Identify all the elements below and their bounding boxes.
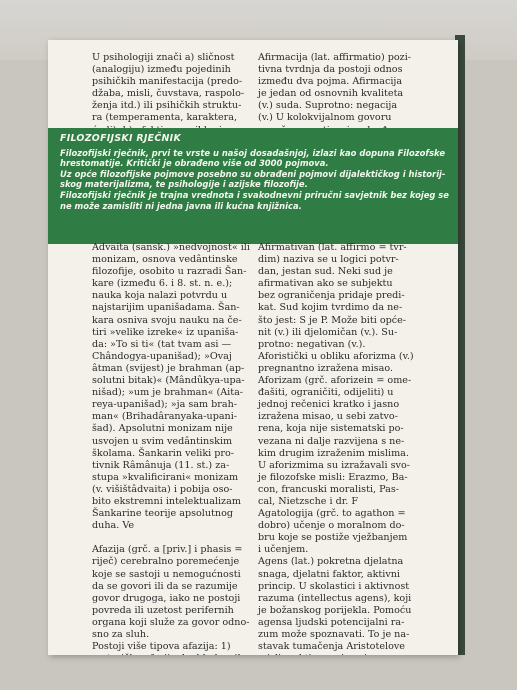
text-line: da se govori ili da se razumije bbox=[92, 580, 238, 592]
text-line: Agatologija (grč. to agathon = bbox=[258, 508, 406, 520]
text-line: snaga, djelatni faktor, aktivni bbox=[258, 568, 400, 580]
text-line: koje se sastoji u nemogućnosti bbox=[92, 568, 241, 580]
bottom-left-column bbox=[92, 242, 260, 655]
text-line: organa koji služe za govor odno- bbox=[92, 616, 250, 628]
text-line: je božanskog porijekla. Pomoću bbox=[258, 604, 412, 616]
band-line: Filozofijski rječnik je trajna vrednota i svakodnevni priručni savjetnik bez kojeg se bbox=[60, 189, 449, 200]
text-line: protno: negativan (v.). bbox=[258, 338, 366, 350]
text-line: nit (v.) ili djelomičan (v.). Su- bbox=[258, 326, 398, 338]
bottom-right-column bbox=[258, 242, 428, 655]
text-line: dobro) učenje o moralnom do- bbox=[258, 520, 405, 532]
text-line: ženja itd.) ili psihičkih struktu- bbox=[92, 100, 242, 112]
text-line: je filozofske misli: Erazmo, Ba- bbox=[258, 471, 408, 483]
text-line: govor drugoga, iako ne postoji bbox=[92, 592, 241, 604]
book-back-cover bbox=[48, 40, 458, 655]
top-right-column bbox=[258, 52, 428, 132]
text-line: i učenjem. bbox=[258, 544, 309, 556]
text-line: sno za sluh. bbox=[92, 629, 150, 640]
text-line: agensa ljudski potencijalni ra- bbox=[258, 616, 405, 628]
text-line: Aforizam (grč. aforizein = ome- bbox=[258, 375, 412, 387]
text-line: bru koje se postiže vježbanjem bbox=[258, 532, 408, 544]
band-line: Uz opće filozofijske pojmove posebno su obrađeni pojmovi dijalektičkog i historij- bbox=[60, 168, 446, 179]
text-line: tivna tvrdnja da postoji odnos bbox=[258, 64, 403, 76]
text-line: con, francuski moralisti, Pas- bbox=[258, 483, 400, 495]
text-line: džaba, misli, čuvstava, raspolo- bbox=[92, 88, 245, 100]
text-line: usvojen u svim vedântinskim bbox=[92, 435, 233, 447]
bottom-text-area bbox=[48, 242, 458, 655]
text-line: nauka koja nalazi potvrdu u bbox=[92, 290, 228, 302]
text-line: školama. Šankarin veliki pro- bbox=[92, 447, 235, 459]
band-line: hrestomatije. Kritički je obrađeno više od 3000 pojmova. bbox=[60, 158, 329, 169]
text-line: princip. U skolastici i aktivnost bbox=[258, 580, 410, 592]
text-line: monizam, osnova vedântinske bbox=[92, 254, 238, 266]
text-line: (v.) suda. Suprotno: negacija bbox=[258, 100, 398, 112]
text-line: U aforizmima su izražavali svo- bbox=[258, 459, 410, 471]
text-line: vezana ni dalje razvijena s ne- bbox=[258, 435, 405, 447]
text-line bbox=[92, 653, 260, 655]
text-line: riječ) cerebralno poremećenje bbox=[92, 556, 240, 568]
text-line: Chândogya-upanišad); »Ovaj bbox=[92, 350, 232, 362]
text-line: najstarijim upanišadama. Šan- bbox=[92, 302, 240, 314]
text-line: rena, koja nije sistematski po- bbox=[258, 423, 404, 435]
text-line: je jedan od osnovnih kvaliteta bbox=[258, 88, 404, 100]
band-title: FILOZOFIJSKI RJEČNIK bbox=[60, 133, 182, 144]
text-line: Afirmacija (lat. affirmatio) pozi- bbox=[258, 52, 412, 63]
text-line: ra (temperamenta, karaktera, bbox=[92, 112, 238, 124]
text-line: kat. Sud kojim tvrdimo da ne- bbox=[258, 302, 403, 314]
green-title-band bbox=[48, 128, 458, 244]
text-line bbox=[92, 532, 260, 544]
text-line: što jest: S je P. Može biti opće- bbox=[258, 314, 407, 326]
text-line: povreda ili uzetost perifernih bbox=[92, 604, 234, 616]
text-line: Šankarine teorije apsolutnog bbox=[92, 508, 233, 520]
text-line: Agens (lat.) pokretna djelatna bbox=[258, 556, 404, 568]
text-line: (analogiju) između pojedinih bbox=[92, 64, 231, 76]
text-line: psihičkih manifestacija (predo- bbox=[92, 76, 243, 88]
text-line: razuma (intellectus agens), koji bbox=[258, 592, 412, 604]
band-line: Filozofijski rječnik, prvi te vrste u našoj dosadašnjoj, izlazi kao dopuna Filozofske bbox=[60, 147, 446, 158]
text-line: stupa »kvalificirani« monizam bbox=[92, 471, 239, 483]
text-line: solutni bitak)« (Mândûkya-upa- bbox=[92, 375, 245, 387]
text-line: (v. višištâdvaita) i pobija oso- bbox=[92, 483, 233, 495]
text-line: kare (između 6. i 8. st. n. e.); bbox=[92, 278, 233, 290]
text-line: reya-upanišad); »ja sam brah- bbox=[92, 399, 238, 411]
band-description bbox=[60, 148, 458, 212]
text-line: duha. Ve bbox=[92, 520, 135, 532]
top-text-area bbox=[48, 52, 458, 132]
text-line: stavak tumačenja Aristotelove bbox=[258, 641, 405, 653]
text-line: bito ekstremni intelektualizam bbox=[92, 495, 241, 507]
band-line: ne može zamisliti ni jedna javna ili kućna knjižnica. bbox=[60, 200, 302, 211]
text-line: Aforistički u obliku aforizma (v.) bbox=[258, 350, 414, 362]
text-line: zum može spoznavati. To je na- bbox=[258, 629, 410, 640]
text-line: jednoj rečenici kratko i jasno bbox=[258, 399, 400, 411]
text-line: Afazija (grč. a [priv.] i phasis = bbox=[92, 544, 243, 556]
text-line: izražena misao, u sebi zatvo- bbox=[258, 411, 398, 423]
text-line: nišad); »um je brahman« (Aita- bbox=[92, 387, 244, 399]
text-line: dim) naziva se u logici potvr- bbox=[258, 254, 399, 266]
text-line: filozofije, osobito u razradi Šan- bbox=[92, 266, 247, 278]
text-line: kara osniva svoju nauku na če- bbox=[92, 314, 242, 326]
text-line: bez ograničenja pridaje predi- bbox=[258, 290, 405, 302]
text-line: Afirmativan (lat. affirmo = tvr- bbox=[258, 242, 407, 253]
top-left-column bbox=[92, 52, 260, 132]
text-line: U psihologiji znači a) sličnost bbox=[92, 52, 235, 63]
text-line: dan, jestan sud. Neki sud je bbox=[258, 266, 393, 278]
text-line: man« (Brihadâranyaka-upani- bbox=[92, 411, 238, 423]
text-line: (v.) U kolokvijalnom govoru bbox=[258, 112, 392, 124]
text-line bbox=[258, 653, 428, 655]
text-line: tiri »velike izreke« iz upaniša- bbox=[92, 326, 239, 338]
band-line: skog materijalizma, te psihologije i azijske filozofije. bbox=[60, 179, 308, 190]
text-line: Advaita (sansk.) »nedvojnost« ili bbox=[92, 242, 250, 253]
text-line: tivnik Râmânuja (11. st.) za- bbox=[92, 459, 230, 471]
text-line: đašiti, ograničiti, odijeliti) u bbox=[258, 387, 394, 399]
text-line: cal, Nietzsche i dr. F bbox=[258, 495, 359, 507]
text-line: šad). Apsolutni monizam nije bbox=[92, 423, 233, 435]
text-line: pregnantno izražena misao. bbox=[258, 362, 394, 374]
text-line: da: »To si ti« (tat tvam asi — bbox=[92, 338, 232, 350]
text-line: Postoji više tipova afazija: 1) bbox=[92, 641, 231, 653]
text-line: afirmativan ako se subjektu bbox=[258, 278, 393, 290]
text-line: kim drugim izraženim mislima. bbox=[258, 447, 409, 459]
text-line: između dva pojma. Afirmacija bbox=[258, 76, 403, 88]
text-line: âtman (svijest) je brahman (ap- bbox=[92, 362, 245, 374]
